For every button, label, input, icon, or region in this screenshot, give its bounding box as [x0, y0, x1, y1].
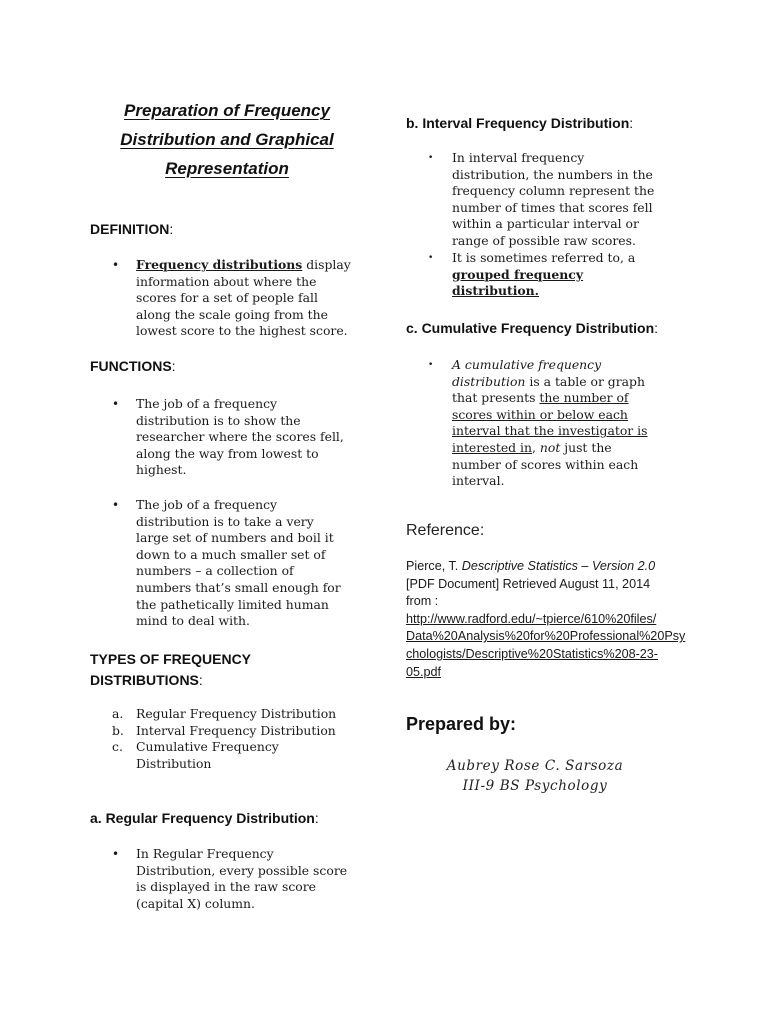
cumulative-line: A cumulative frequency: [452, 357, 602, 372]
types-heading: [90, 649, 251, 691]
colon: :: [171, 358, 176, 374]
interval-line: frequency column represent the: [452, 183, 655, 199]
colon: :: [654, 320, 659, 336]
functions-line: along the way from lowest to: [136, 445, 319, 461]
regular-line: is displayed in the raw score: [136, 879, 316, 895]
cumulative-line: is a table or graph: [525, 373, 645, 389]
colon: :: [169, 221, 174, 237]
functions-line: mind to deal with.: [136, 613, 250, 629]
reference-url-line[interactable]: Data%20Analysis%20for%20Professional%20Psy: [406, 629, 686, 644]
types-heading-line-1: TYPES OF FREQUENCY: [90, 651, 252, 667]
bullet-icon: •: [428, 360, 434, 370]
cumulative-line: interested in: [452, 439, 532, 455]
interval-heading: [406, 113, 633, 133]
types-heading-line-2: DISTRIBUTIONS: [90, 672, 199, 688]
signature-block: [420, 756, 650, 796]
cumulative-heading: [406, 318, 658, 338]
reference-url-line[interactable]: http://www.radford.edu/~tpierce/610%20files/: [406, 611, 657, 626]
bullet-icon: •: [428, 253, 434, 263]
list-item-text: Distribution: [136, 755, 212, 771]
functions-line: The job of a frequency: [136, 497, 278, 512]
title-line-3: Representation: [165, 159, 289, 178]
reference-citation: [406, 558, 706, 681]
cumulative-line: that presents: [452, 390, 540, 406]
regular-heading: [90, 808, 319, 828]
regular-line: (capital X) column.: [136, 895, 255, 911]
functions-line: the pathetically limited human: [136, 596, 329, 612]
bullet-icon: •: [428, 153, 434, 163]
reference-line: from :: [406, 594, 439, 609]
cumulative-line: number of scores within each: [452, 456, 639, 472]
list-marker: a.: [112, 706, 124, 721]
reference-url-link[interactable]: [406, 611, 706, 681]
reference-author: Pierce, T.: [406, 559, 462, 573]
reference-url-line[interactable]: 05.pdf: [406, 664, 442, 679]
definition-term: Frequency distributions: [136, 257, 303, 272]
reference-work: Descriptive Statistics – Version 2.0: [461, 559, 656, 573]
cumulative-line: ,: [532, 439, 540, 455]
interval-line: range of possible raw scores.: [452, 232, 636, 248]
interval-line: number of times that scores fell: [452, 199, 653, 215]
title-line-2: Distribution and Graphical: [120, 130, 334, 149]
definition-line: along the scale going from the: [136, 306, 328, 322]
functions-line: highest.: [136, 462, 187, 478]
colon: :: [629, 115, 634, 131]
interval-line: within a particular interval or: [452, 216, 639, 232]
list-item: [112, 706, 372, 723]
bullet-icon: •: [112, 498, 120, 512]
list-item: [112, 739, 372, 773]
interval-heading-text: b. Interval Frequency Distribution: [406, 115, 630, 131]
cumulative-heading-text: c. Cumulative Frequency Distribution: [406, 320, 655, 336]
definition-heading-text: DEFINITION: [90, 221, 170, 237]
cumulative-line: not: [539, 439, 561, 455]
regular-heading-text: a. Regular Frequency Distribution: [90, 810, 315, 826]
definition-line: information about where the: [136, 273, 317, 289]
bullet-icon: •: [112, 847, 120, 861]
functions-line: numbers – a collection of: [136, 563, 294, 579]
list-item: [112, 723, 372, 740]
definition-heading: [90, 219, 173, 239]
functions-line: The job of a frequency: [136, 396, 278, 411]
bullet-icon: •: [112, 258, 120, 272]
functions-line: large set of numbers and boil it: [136, 530, 334, 546]
functions-line: distribution is to take a very: [136, 513, 314, 529]
prepared-heading: Prepared by:: [406, 714, 517, 734]
title-line-1: Preparation of Frequency: [124, 101, 330, 120]
colon: :: [314, 810, 319, 826]
functions-line: down to a much smaller set of: [136, 546, 326, 562]
functions-line: distribution is to show the: [136, 412, 301, 428]
list-marker: c.: [112, 739, 123, 755]
cumulative-line: distribution: [452, 373, 526, 389]
functions-heading-text: FUNCTIONS: [90, 358, 172, 374]
list-item-text: Cumulative Frequency: [136, 739, 279, 755]
cumulative-line: interval that the investigator is: [452, 423, 648, 439]
cumulative-line: the number of: [539, 390, 629, 406]
page-title: [88, 96, 366, 183]
functions-line: numbers that’s small enough for: [136, 579, 341, 595]
regular-line: In Regular Frequency: [136, 846, 274, 861]
preparer-program: III-9 BS Psychology: [462, 778, 608, 794]
cumulative-line: interval.: [452, 473, 505, 489]
bullet-icon: •: [112, 397, 120, 411]
reference-heading: Reference:: [406, 522, 485, 539]
interval-line: It is sometimes referred to, a: [452, 250, 636, 265]
interval-line: distribution, the numbers in the: [452, 166, 653, 182]
reference-line: [PDF Document] Retrieved August 11, 2014: [406, 576, 651, 591]
reference-url-line[interactable]: chologists/Descriptive%20Statistics%208-23-: [406, 646, 658, 661]
definition-line: lowest score to the highest score.: [136, 323, 348, 339]
interval-term: grouped frequency: [452, 266, 584, 282]
interval-line: In interval frequency: [452, 150, 585, 165]
functions-heading: [90, 356, 176, 376]
functions-line: researcher where the scores fell,: [136, 429, 344, 445]
definition-line: scores for a set of people fall: [136, 290, 318, 306]
interval-term: distribution.: [452, 283, 539, 299]
preparer-name: Aubrey Rose C. Sarsoza: [446, 758, 624, 774]
regular-line: Distribution, every possible score: [136, 862, 348, 878]
definition-line: display: [302, 257, 351, 272]
list-item-text: Interval Frequency Distribution: [136, 722, 336, 738]
cumulative-line: scores within or below each: [452, 406, 628, 422]
cumulative-line: just the: [560, 439, 612, 455]
colon: :: [198, 672, 203, 688]
list-marker: b.: [112, 722, 124, 738]
list-item-text: Regular Frequency Distribution: [136, 706, 337, 721]
